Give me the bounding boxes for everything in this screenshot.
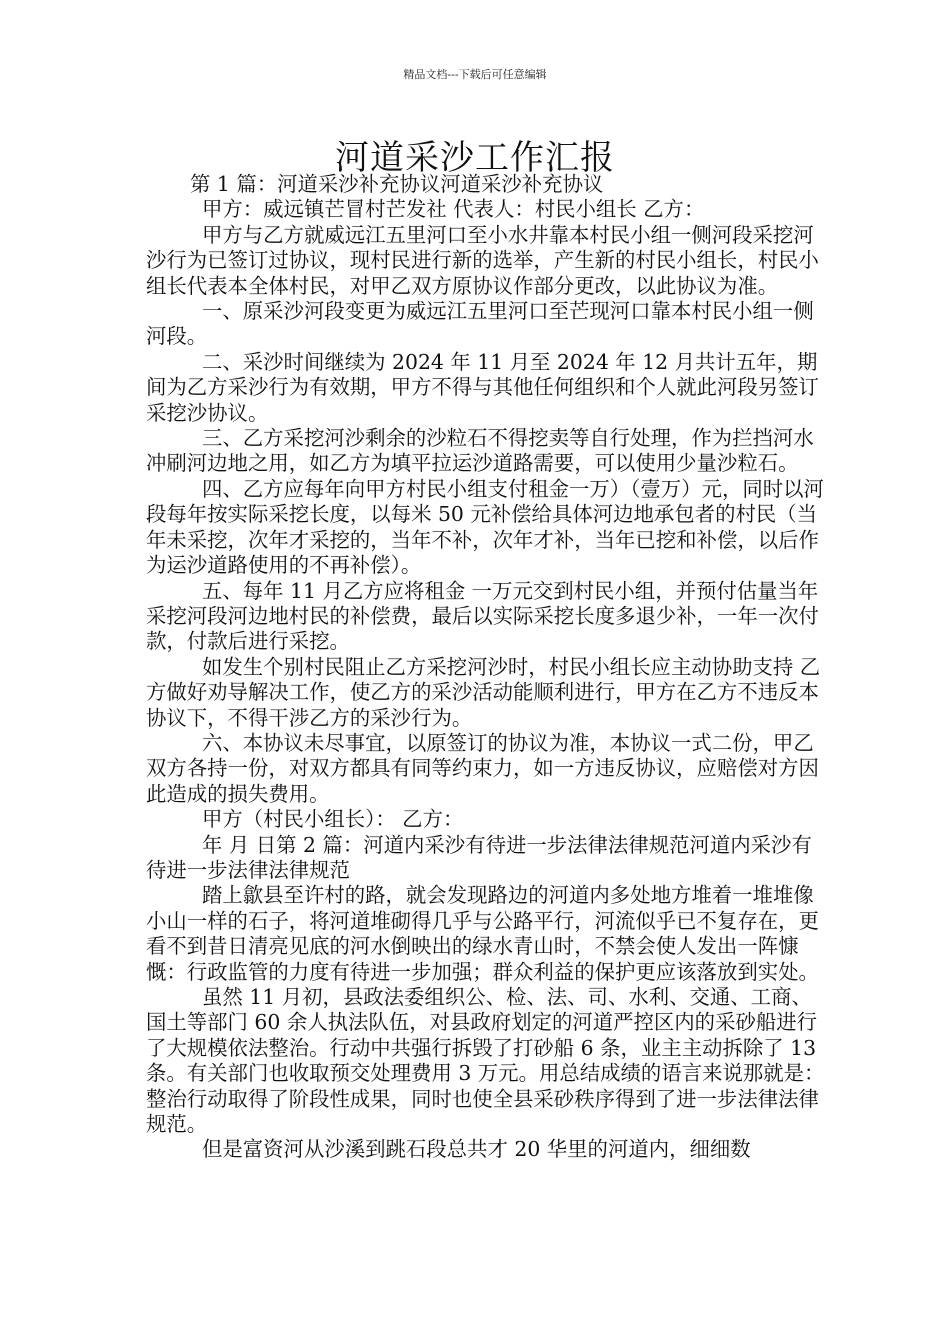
paragraph: 但是富资河从沙溪到跳石段总共才 20 华里的河道内，细细数 bbox=[202, 1137, 751, 1162]
paragraph: 甲方与乙方就威远江五里河口至小水井靠本村民小组一侧河段采挖河沙行为已签订过协议，现村民进行新的选举，产生新的村民小组长，村民小组长代表本全体村民，对甲乙双方原协议作部分更改，以此协议为准。 bbox=[146, 222, 819, 298]
paragraph: 六、本协议未尽事宜，以原签订的协议为准，本协议一式二份，甲乙双方各持一份，对双方都具有同等约束力，如一方违反协议，应赔偿对方因此造成的损失费用。 bbox=[146, 730, 819, 806]
paragraph: 年 月 日第 2 篇：河道内采沙有待进一步法律法律规范河道内采沙有待进一步法律法律规范 bbox=[146, 832, 812, 882]
paragraph: 二、采沙时间继续为 2024 年 11 月至 2024 年 12 月共计五年，期间为乙方采沙行为有效期，甲方不得与其他任何组织和个人就此河段另签订采挖沙协议。 bbox=[146, 349, 819, 425]
paragraph: 如发生个别村民阻止乙方采挖河沙时，村民小组长应主动协助支持 乙方做好劝导解决工作，使乙方的采沙活动能顺利进行，甲方在乙方不违反本协议下，不得干涉乙方的采沙行为。 bbox=[146, 654, 821, 730]
paragraph: 踏上歙县至许村的路，就会发现路边的河道内多处地方堆着一堆堆像小山一样的石子，将河道堆砌得几乎与公路平行，河流似乎已不复存在，更看不到昔日清亮见底的河水倒映出的绿水青山时，不禁会使人发出一阵慷慨：行政监管的力度有待进一步加强；群众利益的保护更应该落放到实处。 bbox=[146, 883, 819, 984]
paragraph: 三、乙方采挖河沙剩余的沙粒石不得挖卖等自行处理，作为拦挡河水冲刷河边地之用，如乙方为填平拉运沙道路需要，可以使用少量沙粒石。 bbox=[146, 426, 814, 476]
paragraph: 一、原采沙河段变更为威远江五里河口至芒现河口靠本村民小组一侧河段。 bbox=[146, 299, 814, 349]
paragraph: 四、乙方应每年向甲方村民小组支付租金一万）（壹万）元，同时以河段每年按实际采挖长度，以每米 50 元补偿给具体河边地承包者的村民（当年未采挖，次年才采挖的，当年不补，次年才补，当年已挖和补偿，以后作为运沙道路使用的不再补偿）。 bbox=[146, 476, 824, 578]
document-body bbox=[146, 172, 826, 1163]
header-note: 精品文档---下载后可任意编辑 bbox=[403, 68, 547, 81]
paragraph: 甲方：威远镇芒冒村芒发社 代表人：村民小组长 乙方： bbox=[202, 197, 705, 222]
paragraph: 第 1 篇：河道采沙补充协议河道采沙补充协议 bbox=[190, 172, 604, 196]
paragraph: 甲方（村民小组长）： 乙方： bbox=[202, 807, 464, 832]
document-title: 河道采沙工作汇报 bbox=[335, 138, 615, 178]
paragraph: 虽然 11 月初，县政法委组织公、检、法、司、水利、交通、工商、国土等部门 60 余人执法队伍，对县政府划定的河道严控区内的采砂船进行了大规模依法整治。行动中共强行拆毁了打砂船 6 条，业主主动拆除了 13 条。有关部门也收取预交处理费用 3 万元。用总结成绩的语言来说那就是：整治行动取得了阶段性成果，同时也使全县采砂秩序得到了进一步法律法律规范。 bbox=[146, 985, 825, 1137]
paragraph: 五、每年 11 月乙方应将租金 一万元交到村民小组，并预付估量当年采挖河段河边地村民的补偿费，最后以实际采挖长度多退少补，一年一次付款，付款后进行采挖。 bbox=[146, 578, 819, 654]
